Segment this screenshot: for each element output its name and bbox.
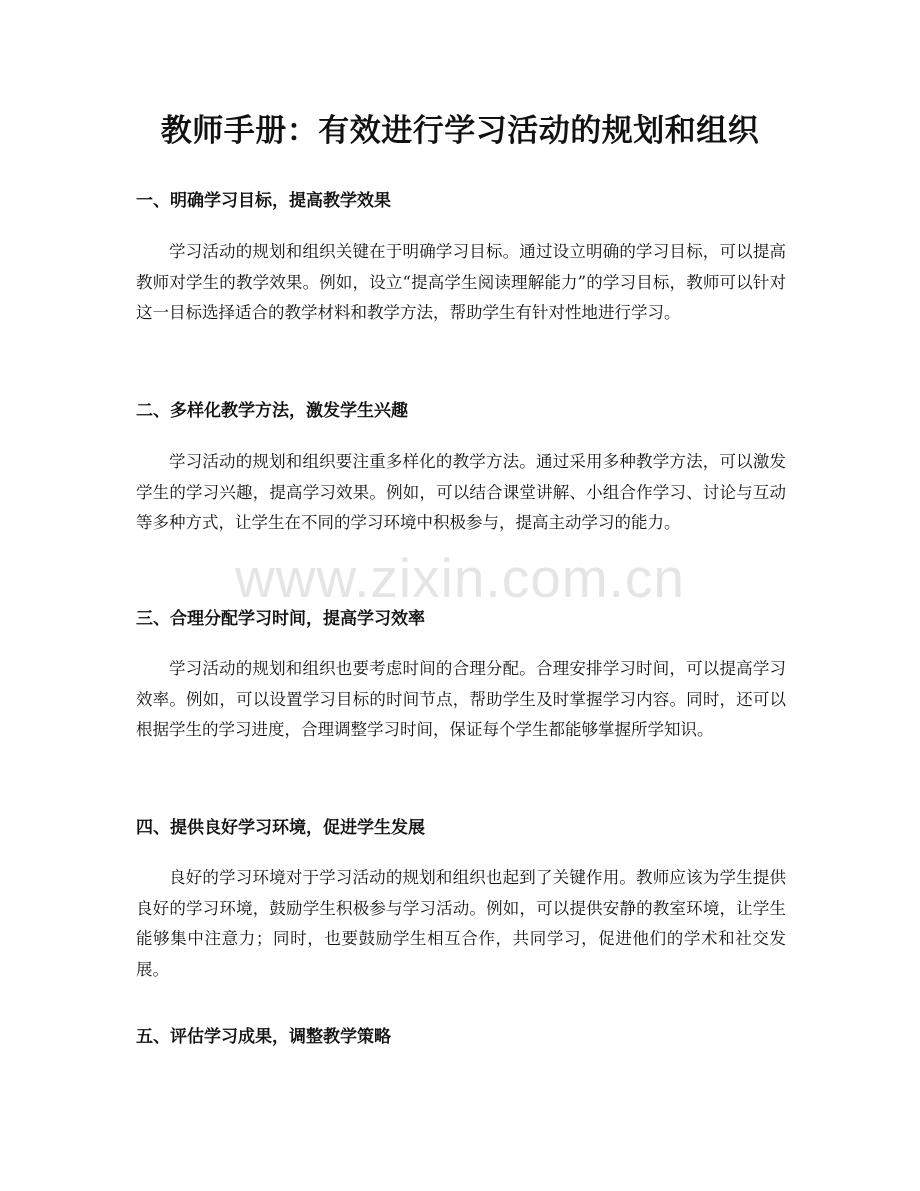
section-paragraph-2: 学习活动的规划和组织要注重多样化的教学方法。通过采用多种教学方法，可以激发学生的学习兴趣，提高学习效果。例如，可以结合课堂讲解、小组合作学习、讨论与互动等多种方式，让学生在不同的学习环境中积极参与，提高主动学习的能力。: [136, 452, 786, 532]
section-paragraph-1: 学习活动的规划和组织关键在于明确学习目标。通过设立明确的学习目标，可以提高教师对学生的教学效果。例如，设立“提高学生阅读理解能力”的学习目标，教师可以针对这一目标选择适合的教学材料和教学方法，帮助学生有针对性地进行学习。: [136, 242, 786, 322]
section-heading-2: 二、多样化教学方法，激发学生兴趣: [136, 401, 408, 421]
section-paragraph-3: 学习活动的规划和组织也要考虑时间的合理分配。合理安排学习时间，可以提高学习效率。例如，可以设置学习目标的时间节点，帮助学生及时掌握学习内容。同时，还可以根据学生的学习进度，合理调整学习时间，保证每个学生都能够掌握所学知识。: [136, 659, 786, 739]
watermark: www.zixin.com.cn: [235, 547, 685, 609]
section-heading-5: 五、评估学习成果，调整教学策略: [136, 1027, 391, 1047]
section-paragraph-4: 良好的学习环境对于学习活动的规划和组织也起到了关键作用。教师应该为学生提供良好的学习环境，鼓励学生积极参与学习活动。例如，可以提供安静的教室环境，让学生能够集中注意力；同时，也要鼓励学生相互合作，共同学习，促进他们的学术和社交发展。: [136, 868, 786, 979]
section-heading-1: 一、明确学习目标，提高教学效果: [136, 191, 391, 211]
section-heading-3: 三、合理分配学习时间，提高学习效率: [136, 609, 425, 629]
document-title: 教师手册：有效进行学习活动的规划和组织: [160, 113, 760, 149]
section-heading-4: 四、提供良好学习环境，促进学生发展: [136, 818, 425, 838]
